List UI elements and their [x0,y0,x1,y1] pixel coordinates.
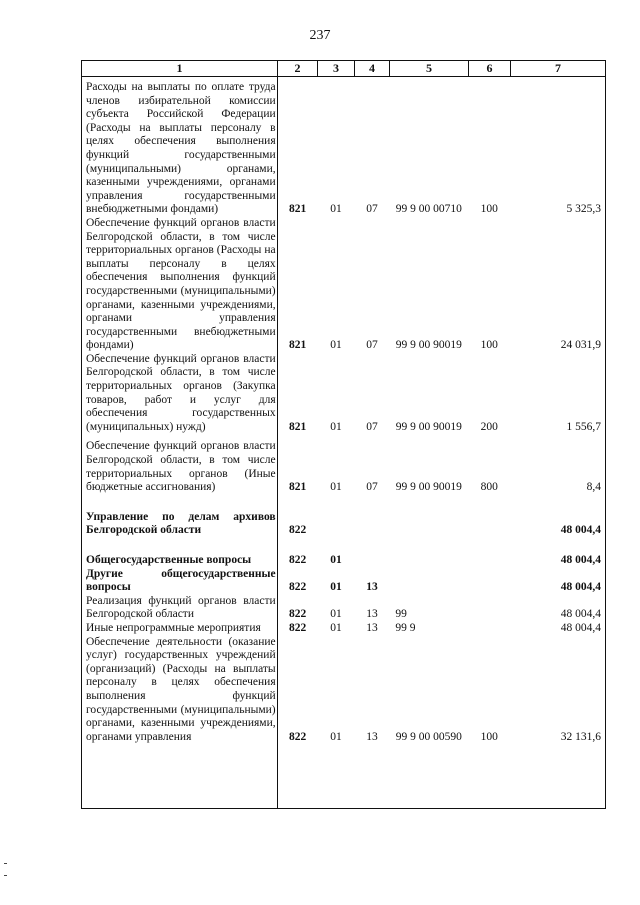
row-section: 01 [330,481,342,494]
row-subsection: 07 [366,420,378,433]
row-expense-type: 100 [480,203,498,216]
table-row [82,440,605,494]
row-target-article: 99 9 00 00590 [395,730,462,743]
row-expense-type: 100 [480,339,498,352]
table-header [81,60,606,77]
row-section: 01 [330,581,342,594]
row-target-article: 99 9 00 90019 [395,481,462,494]
row-code: 822 [288,621,307,634]
table-row [82,217,605,353]
header-col-6: 6 [469,61,511,76]
row-description: Другие общегосударственные вопросы [86,567,276,594]
row-section: 01 [330,621,342,634]
row-subsection: 07 [366,339,378,352]
row-expense-type: 200 [480,420,498,433]
row-code: 822 [288,730,307,743]
column-divider [277,77,278,808]
row-code: 821 [288,481,307,494]
row-code: 821 [288,420,307,433]
table-row [82,353,605,435]
row-description: Управление по делам архивов Белгородской области [86,510,276,537]
row-amount: 24 031,9 [560,339,601,352]
row-amount: 48 004,4 [560,581,601,594]
row-subsection: 13 [366,621,378,634]
row-subsection: 13 [366,581,378,594]
header-col-2: 2 [278,61,318,76]
row-description: Иные непрограммные мероприятия [86,621,261,634]
row-amount: 48 004,4 [560,524,601,537]
row-code: 822 [288,608,307,621]
table-row [82,554,605,568]
row-code: 821 [288,339,307,352]
table-row [82,622,605,636]
header-col-3: 3 [318,61,355,76]
margin-tick [4,875,7,876]
row-amount: 8,4 [586,481,601,494]
table-row [82,595,605,622]
row-expense-type: 800 [480,481,498,494]
row-description: Обеспечение функций органов власти Белгородской области, в том числе территориальных органов (Закупка товаров, работ и услуг для обеспечения государственных (муниципальных) нужд) [86,352,276,433]
row-subsection: 13 [366,730,378,743]
row-amount: 32 131,6 [560,730,601,743]
row-target-article: 99 [395,608,407,621]
row-section: 01 [330,608,342,621]
row-description: Обеспечение функций органов власти Белгородской области, в том числе территориальных органов (Иные бюджетные ассигнования) [86,440,276,494]
row-target-article: 99 9 00 90019 [395,420,462,433]
row-code: 822 [288,581,307,594]
row-amount: 48 004,4 [560,621,602,634]
budget-table [81,60,606,809]
row-section: 01 [330,203,342,216]
row-description: Реализация функций органов власти Белгородской области [86,594,276,621]
row-code: 822 [288,524,307,537]
row-subsection: 07 [366,481,378,494]
table-body [81,77,606,809]
header-col-5: 5 [390,61,469,76]
header-col-1: 1 [82,61,278,76]
row-description: Обеспечение функций органов власти Белгородской области, в том числе территориальных органов (Расходы на выплаты персоналу в целях обеспечения выполнения функций государственными (муниципальными) органами, казенными учреждениями, органами управления государственными внебюджетными фондами) [86,216,276,352]
row-subsection: 13 [366,608,378,621]
table-row [82,568,605,595]
row-section: 01 [330,730,342,743]
row-section: 01 [330,339,342,352]
header-col-4: 4 [355,61,390,76]
margin-tick [4,863,7,864]
row-code: 822 [288,554,307,566]
row-description: Обеспечение деятельности (оказание услуг) государственных учреждений (организаций) (Расходы на выплаты персоналу в целях обеспечения выполнения функций государственными (муниципальными) органами, казенными учреждениями, органами управления [86,635,276,743]
table-row [82,636,605,745]
row-code: 821 [288,203,307,216]
row-amount: 1 556,7 [566,420,601,433]
row-amount: 48 004,4 [560,554,601,566]
header-col-7: 7 [511,61,606,76]
table-row [82,77,605,217]
page-number: 237 [309,28,331,43]
row-amount: 48 004,4 [560,608,602,621]
table-row [82,511,605,538]
row-description: Расходы на выплаты по оплате труда членов избирательной комиссии субъекта Российской Федерации (Расходы на выплаты персоналу в целях обеспечения выполнения функций государственными (муниципальными) органами, казенными учреждениями, органами управления государственными внебюджетными фондами) [86,81,276,216]
row-amount: 5 325,3 [566,203,601,216]
row-section: 01 [330,420,342,433]
row-target-article: 99 9 00 00710 [395,203,462,216]
row-target-article: 99 9 [395,621,416,634]
row-target-article: 99 9 00 90019 [395,339,462,352]
row-expense-type: 100 [480,730,498,743]
row-subsection: 07 [366,203,378,216]
row-section: 01 [330,554,342,566]
row-description: Общегосударственные вопросы [86,554,252,566]
